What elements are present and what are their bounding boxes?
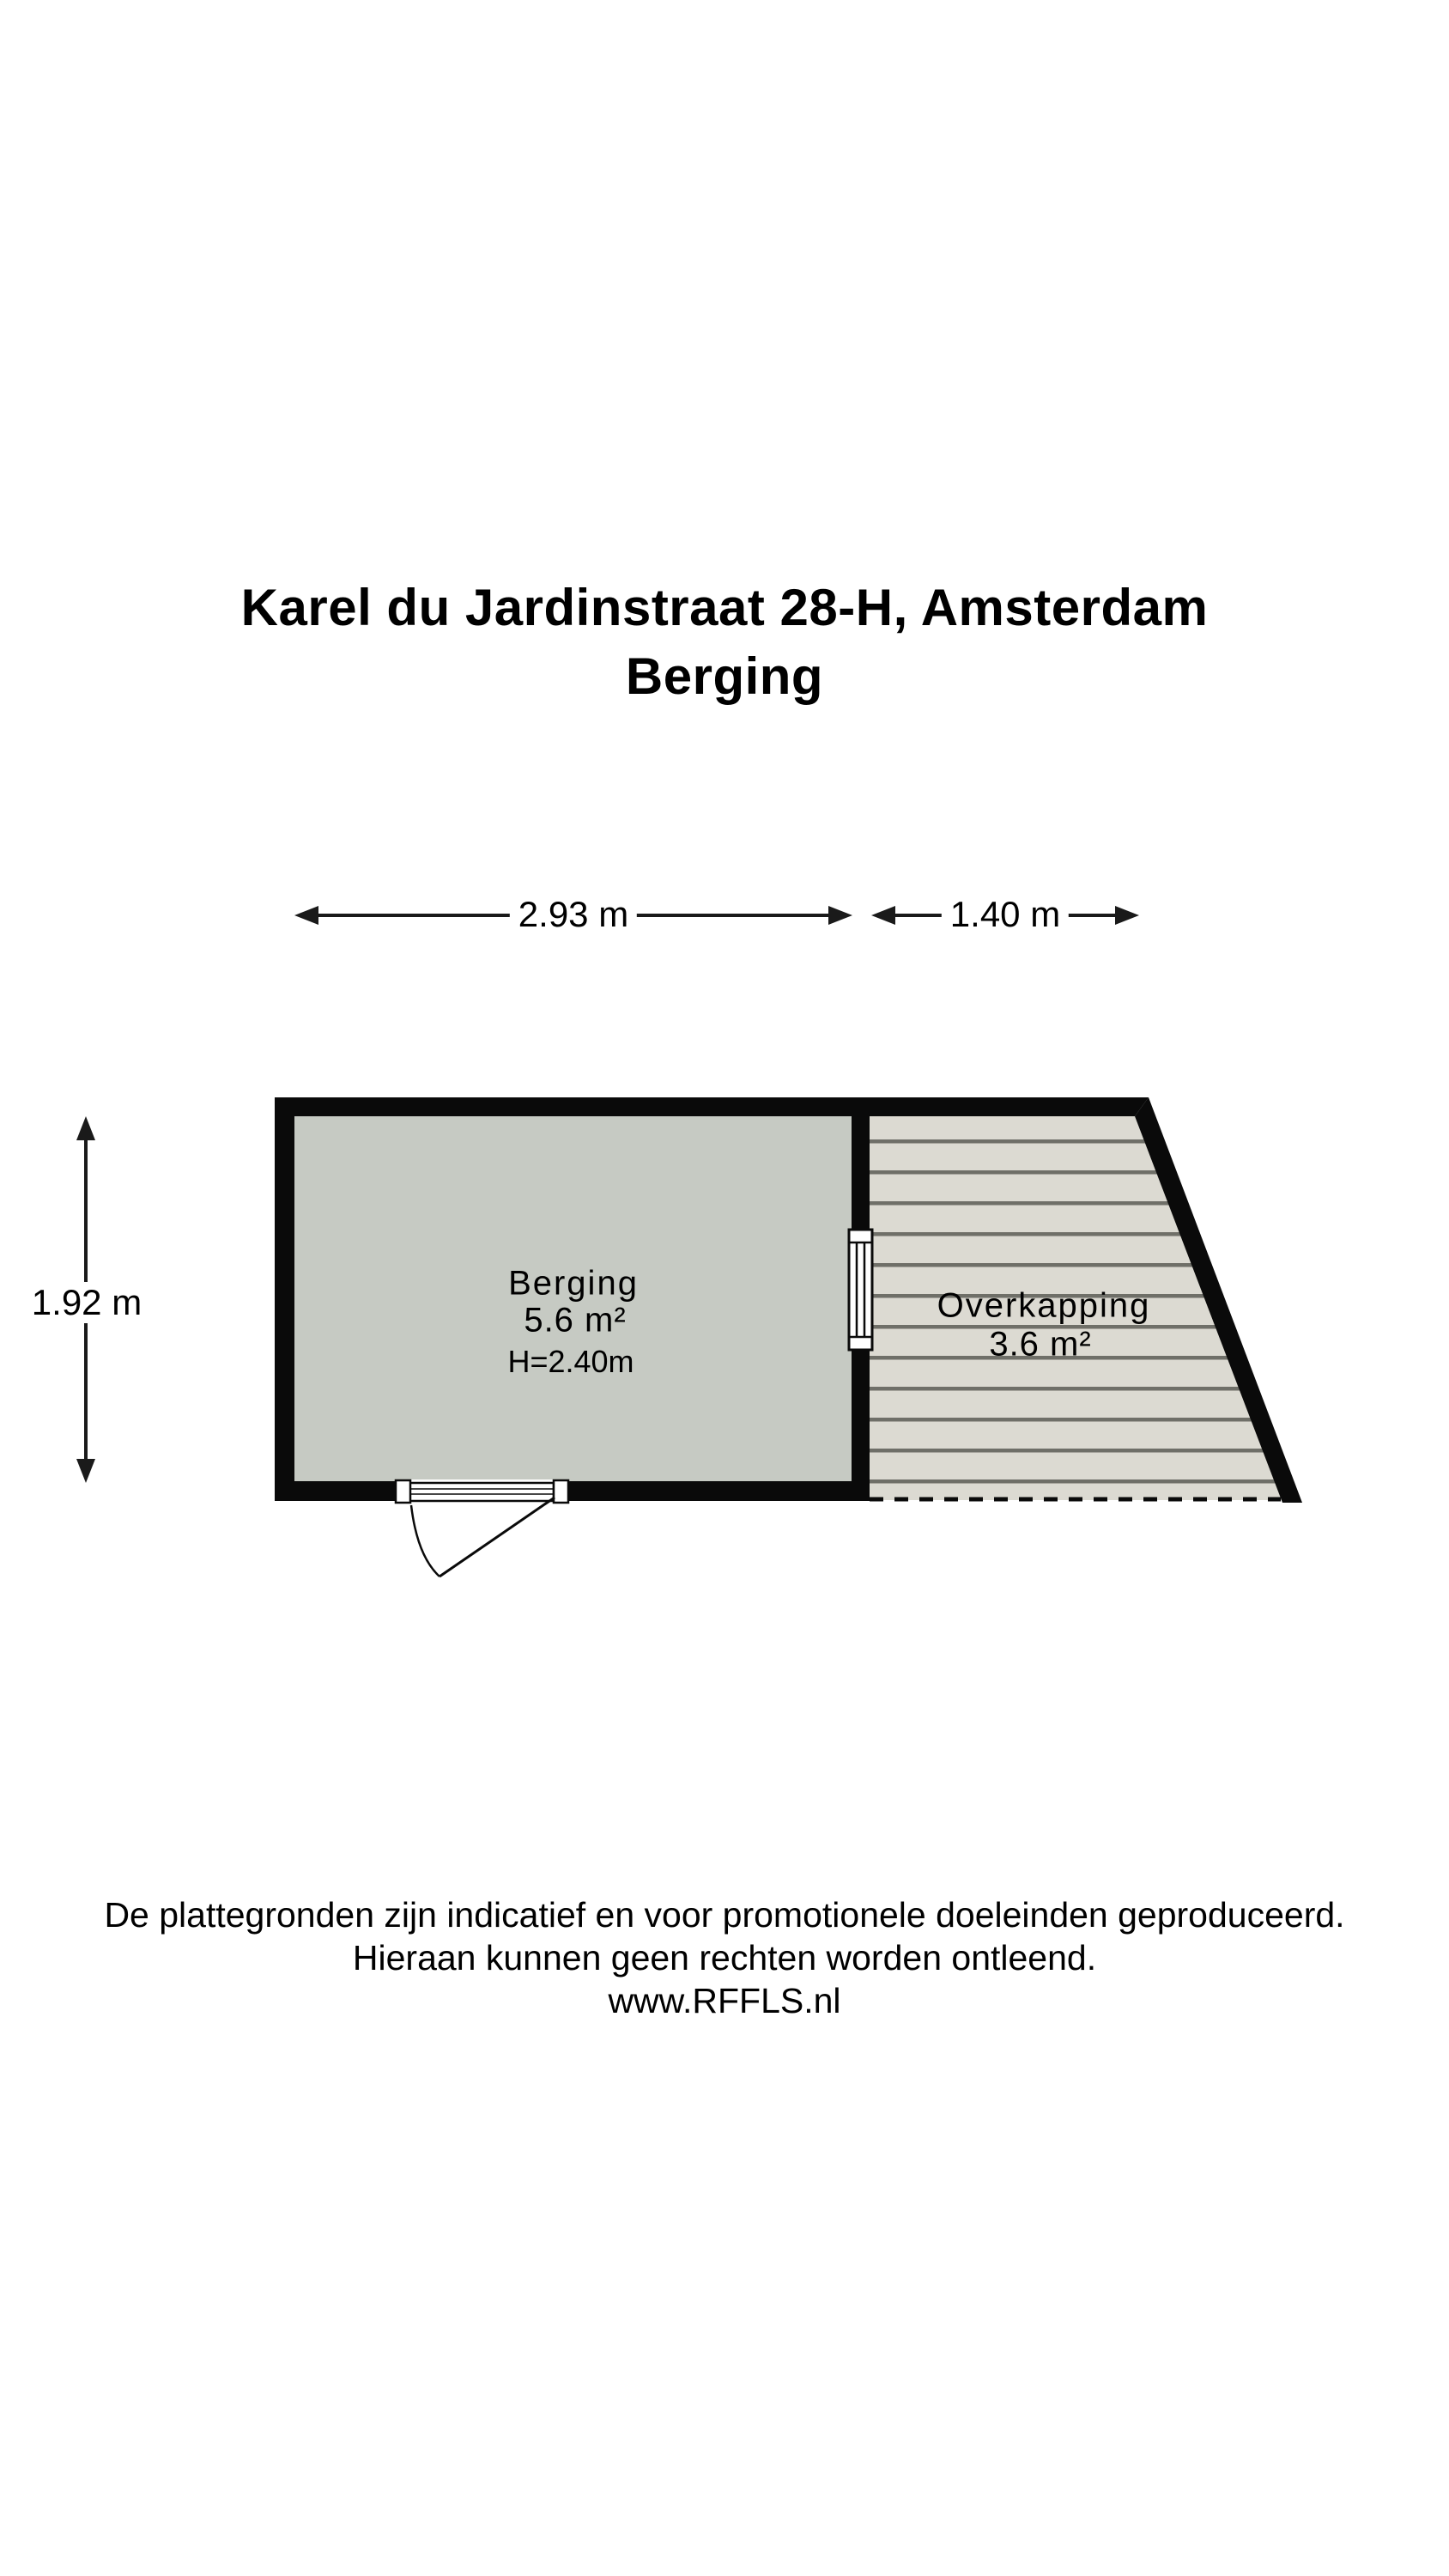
disclaimer-line-1: De plattegronden zijn indicatief en voor promotionele doeleinden geproduceerd.	[104, 1895, 1345, 1935]
top-wall	[275, 1097, 1149, 1116]
bottom-wall	[275, 1481, 870, 1501]
title-address: Karel du Jardinstraat 28-H, Amsterdam	[240, 579, 1209, 636]
door-post-right	[554, 1480, 568, 1503]
berging-ceiling-height-label: H=2.40m	[507, 1344, 634, 1379]
berging-area-label: 5.6 m²	[524, 1301, 627, 1340]
window-frame	[849, 1230, 872, 1350]
door	[396, 1479, 568, 1577]
door-swing-leaf-line	[440, 1498, 555, 1577]
title-room: Berging	[625, 647, 824, 705]
dimension-label-left-height: 1.92 m	[23, 1282, 150, 1323]
dimension-label-berging-width: 2.93 m	[510, 894, 637, 935]
disclaimer-line-2: Hieraan kunnen geen rechten worden ontleend.	[352, 1938, 1097, 1978]
left-wall	[275, 1097, 294, 1501]
door-swing-arc	[411, 1505, 440, 1577]
dim-arrowhead-overkapping-right	[1115, 906, 1139, 925]
overkapping-room-label: Overkapping	[937, 1286, 1151, 1325]
window	[849, 1230, 872, 1350]
dim-arrowhead-height-bottom	[76, 1459, 95, 1483]
dim-arrowhead-height-top	[76, 1116, 95, 1140]
disclaimer	[0, 1893, 1449, 2022]
berging-room-label: Berging	[508, 1264, 639, 1303]
disclaimer-website: www.RFFLS.nl	[608, 1981, 841, 2020]
door-post-left	[396, 1480, 410, 1503]
dim-arrowhead-overkapping-left	[871, 906, 895, 925]
dim-arrowhead-berging-right	[828, 906, 852, 925]
overkapping-area-label: 3.6 m²	[989, 1325, 1092, 1364]
dim-arrowhead-berging-left	[294, 906, 318, 925]
dimension-label-overkapping-width: 1.40 m	[942, 894, 1069, 935]
door-leaf	[409, 1483, 554, 1501]
